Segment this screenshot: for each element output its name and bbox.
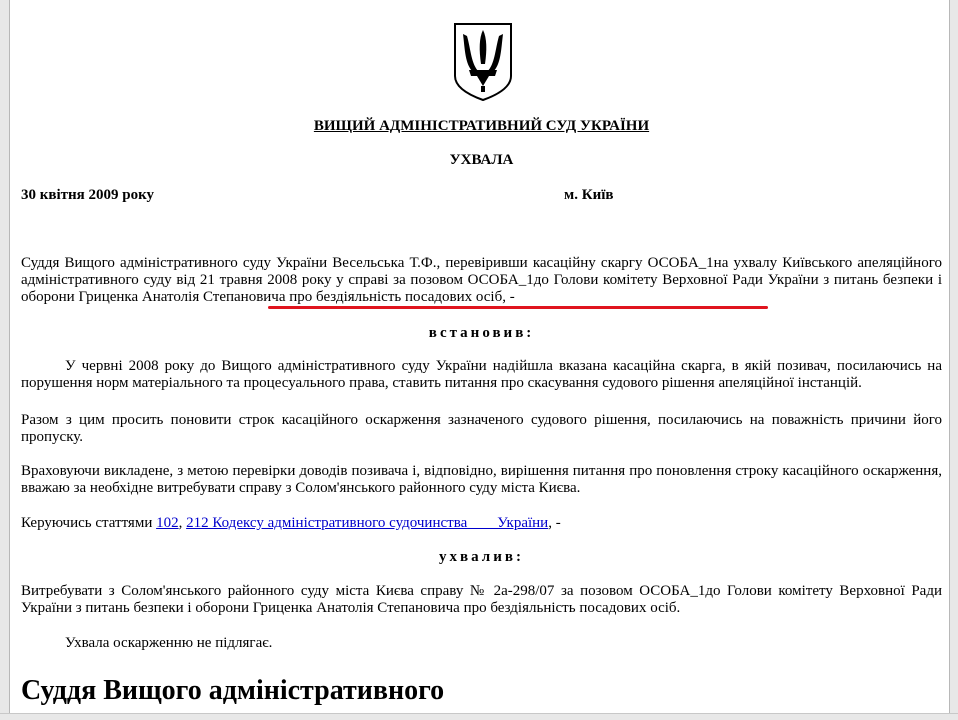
paragraph-complaint: У червні 2008 року до Вищого адміністративного суду України надійшла вказана касаційна скарга, в якій позивач, посилаючись на порушення норм матеріального та процесуального права, ставить питання про скасування судового рішення апеляційної інстанцій. — [21, 358, 942, 391]
signature-heading: Суддя Вищого адміністративного — [21, 675, 445, 706]
paragraph-ruling: Витребувати з Солом'янського районного суду міста Києва справу № 2а-298/07 за позовом ОСОБА_1до Голови комітету Верховної Ради України з питань безпеки і оборони Гриценка Анатолія Степановича про бездіяльність посадових осіб. — [21, 583, 942, 616]
link-article-212-code[interactable]: 212 Кодексу адміністративного судочинства України — [186, 515, 549, 531]
guided-by-separator: , — [178, 515, 187, 531]
link-article-102[interactable]: 102 — [156, 515, 179, 531]
section-heading-ruled: ухвалив: — [439, 549, 524, 565]
court-name: ВИЩИЙ АДМІНІСТРАТИВНИЙ СУД УКРАЇНИ — [313, 118, 650, 134]
guided-by-text: Керуючись статтями — [21, 515, 157, 531]
paragraph-guided-by — [21, 515, 942, 532]
coat-of-arms-trident-icon — [451, 20, 515, 102]
guided-by-tail: , - — [548, 515, 561, 531]
section-heading-established: встановив: — [428, 325, 535, 341]
red-highlight-underline — [268, 306, 768, 309]
paragraph-not-appealable: Ухвала оскарженню не підлягає. — [65, 635, 273, 651]
intro-text: Суддя Вищого адміністративного суду України Весельська Т.Ф., перевіривши касаційну скаргу ОСОБА_1на ухвалу Київського апеляційного адміністративного суду від 21 травня 2008 року у справі за позовом ОСОБА_1до Голови комітету Верховної Ради України з питань безпеки і оборони — [21, 255, 942, 305]
window-frame-left — [0, 0, 10, 719]
document-type: УХВАЛА — [449, 152, 514, 168]
intro-paragraph — [21, 255, 942, 306]
window-frame-right — [949, 0, 958, 719]
paragraph-considering: Враховуючи викладене, з метою перевірки доводів позивача і, відповідно, вирішення питання про поновлення строку касаційного оскарження, вважаю за необхідне витребувати справу з Солом'янського районного суду міста Києва. — [21, 463, 942, 496]
intro-text-highlighted: Гриценка Анатолія Степановича про бездіяльність посадових осіб, - — [78, 289, 515, 305]
document-date: 30 квітня 2009 року — [21, 187, 155, 203]
paragraph-renewal-request: Разом з цим просить поновити строк касаційного оскарження зазначеного судового рішення, посилаючись на поважність причини його пропуску. — [21, 412, 942, 445]
document-city: м. Київ — [564, 187, 614, 203]
